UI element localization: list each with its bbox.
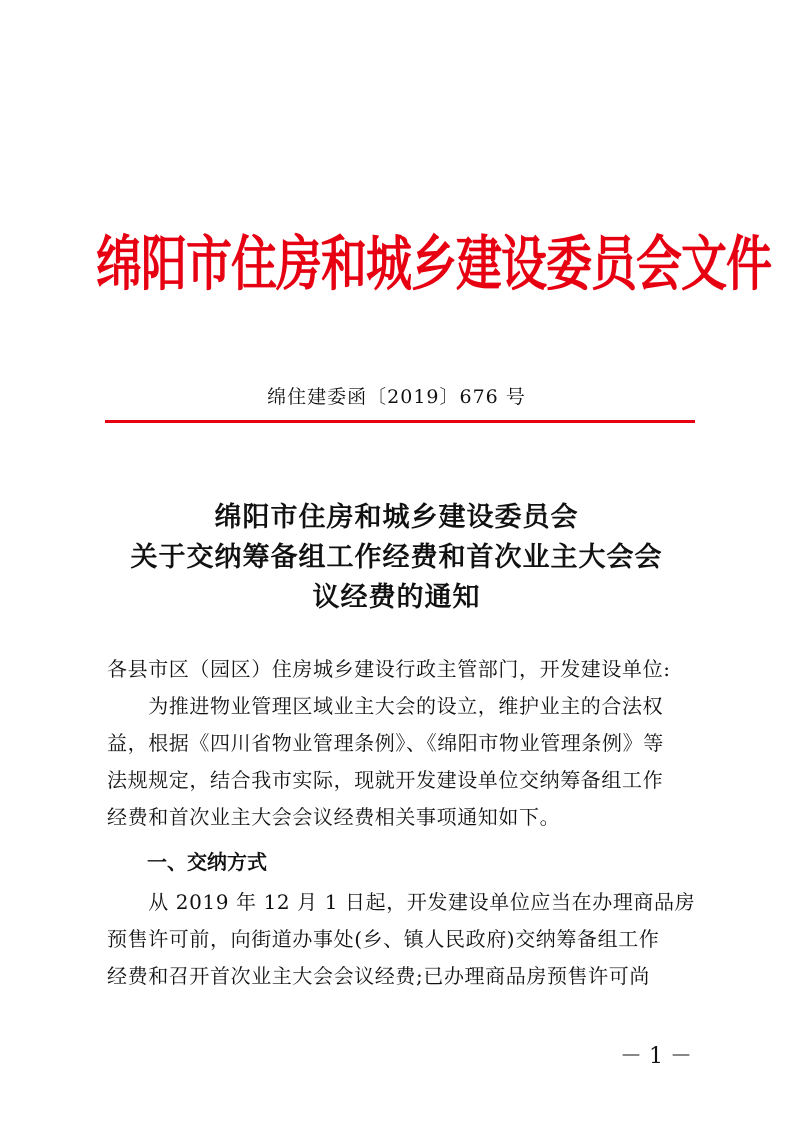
paragraph-line: 从 2019 年 12 月 1 日起，开发建设单位应当在办理商品房	[107, 890, 696, 914]
document-header-title: 绵阳市住房和城乡建设委员会文件	[96, 228, 771, 299]
section-heading: 一、交纳方式	[147, 850, 267, 874]
notice-title-line-2: 关于交纳筹备组工作经费和首次业主大会会	[130, 542, 663, 573]
paragraph-line: 法规规定，结合我市实际，现就开发建设单位交纳筹备组工作	[107, 768, 664, 792]
paragraph-line: 益，根据《四川省物业管理条例》、《绵阳市物业管理条例》等	[107, 731, 664, 755]
paragraph-line: 为推进物业管理区域业主大会的设立，维护业主的合法权	[107, 694, 664, 718]
paragraph-line: 预售许可前，向街道办事处(乡、镇人民政府)交纳筹备组工作	[107, 927, 660, 951]
paragraph-line: 经费和召开首次业主大会会议经费;已办理商品房预售许可尚	[107, 964, 650, 988]
notice-title-line-3: 议经费的通知	[312, 582, 481, 613]
notice-title-line-1: 绵阳市住房和城乡建设委员会	[214, 502, 579, 533]
document-number: 绵住建委函〔2019〕676 号	[267, 386, 526, 408]
paragraph-line: 经费和首次业主大会会议经费相关事项通知如下。	[107, 805, 561, 829]
red-divider-line	[105, 420, 695, 423]
page-number: － 1 －	[620, 1044, 692, 1069]
salutation: 各县市区（园区）住房城乡建设行政主管部门，开发建设单位:	[107, 657, 671, 681]
